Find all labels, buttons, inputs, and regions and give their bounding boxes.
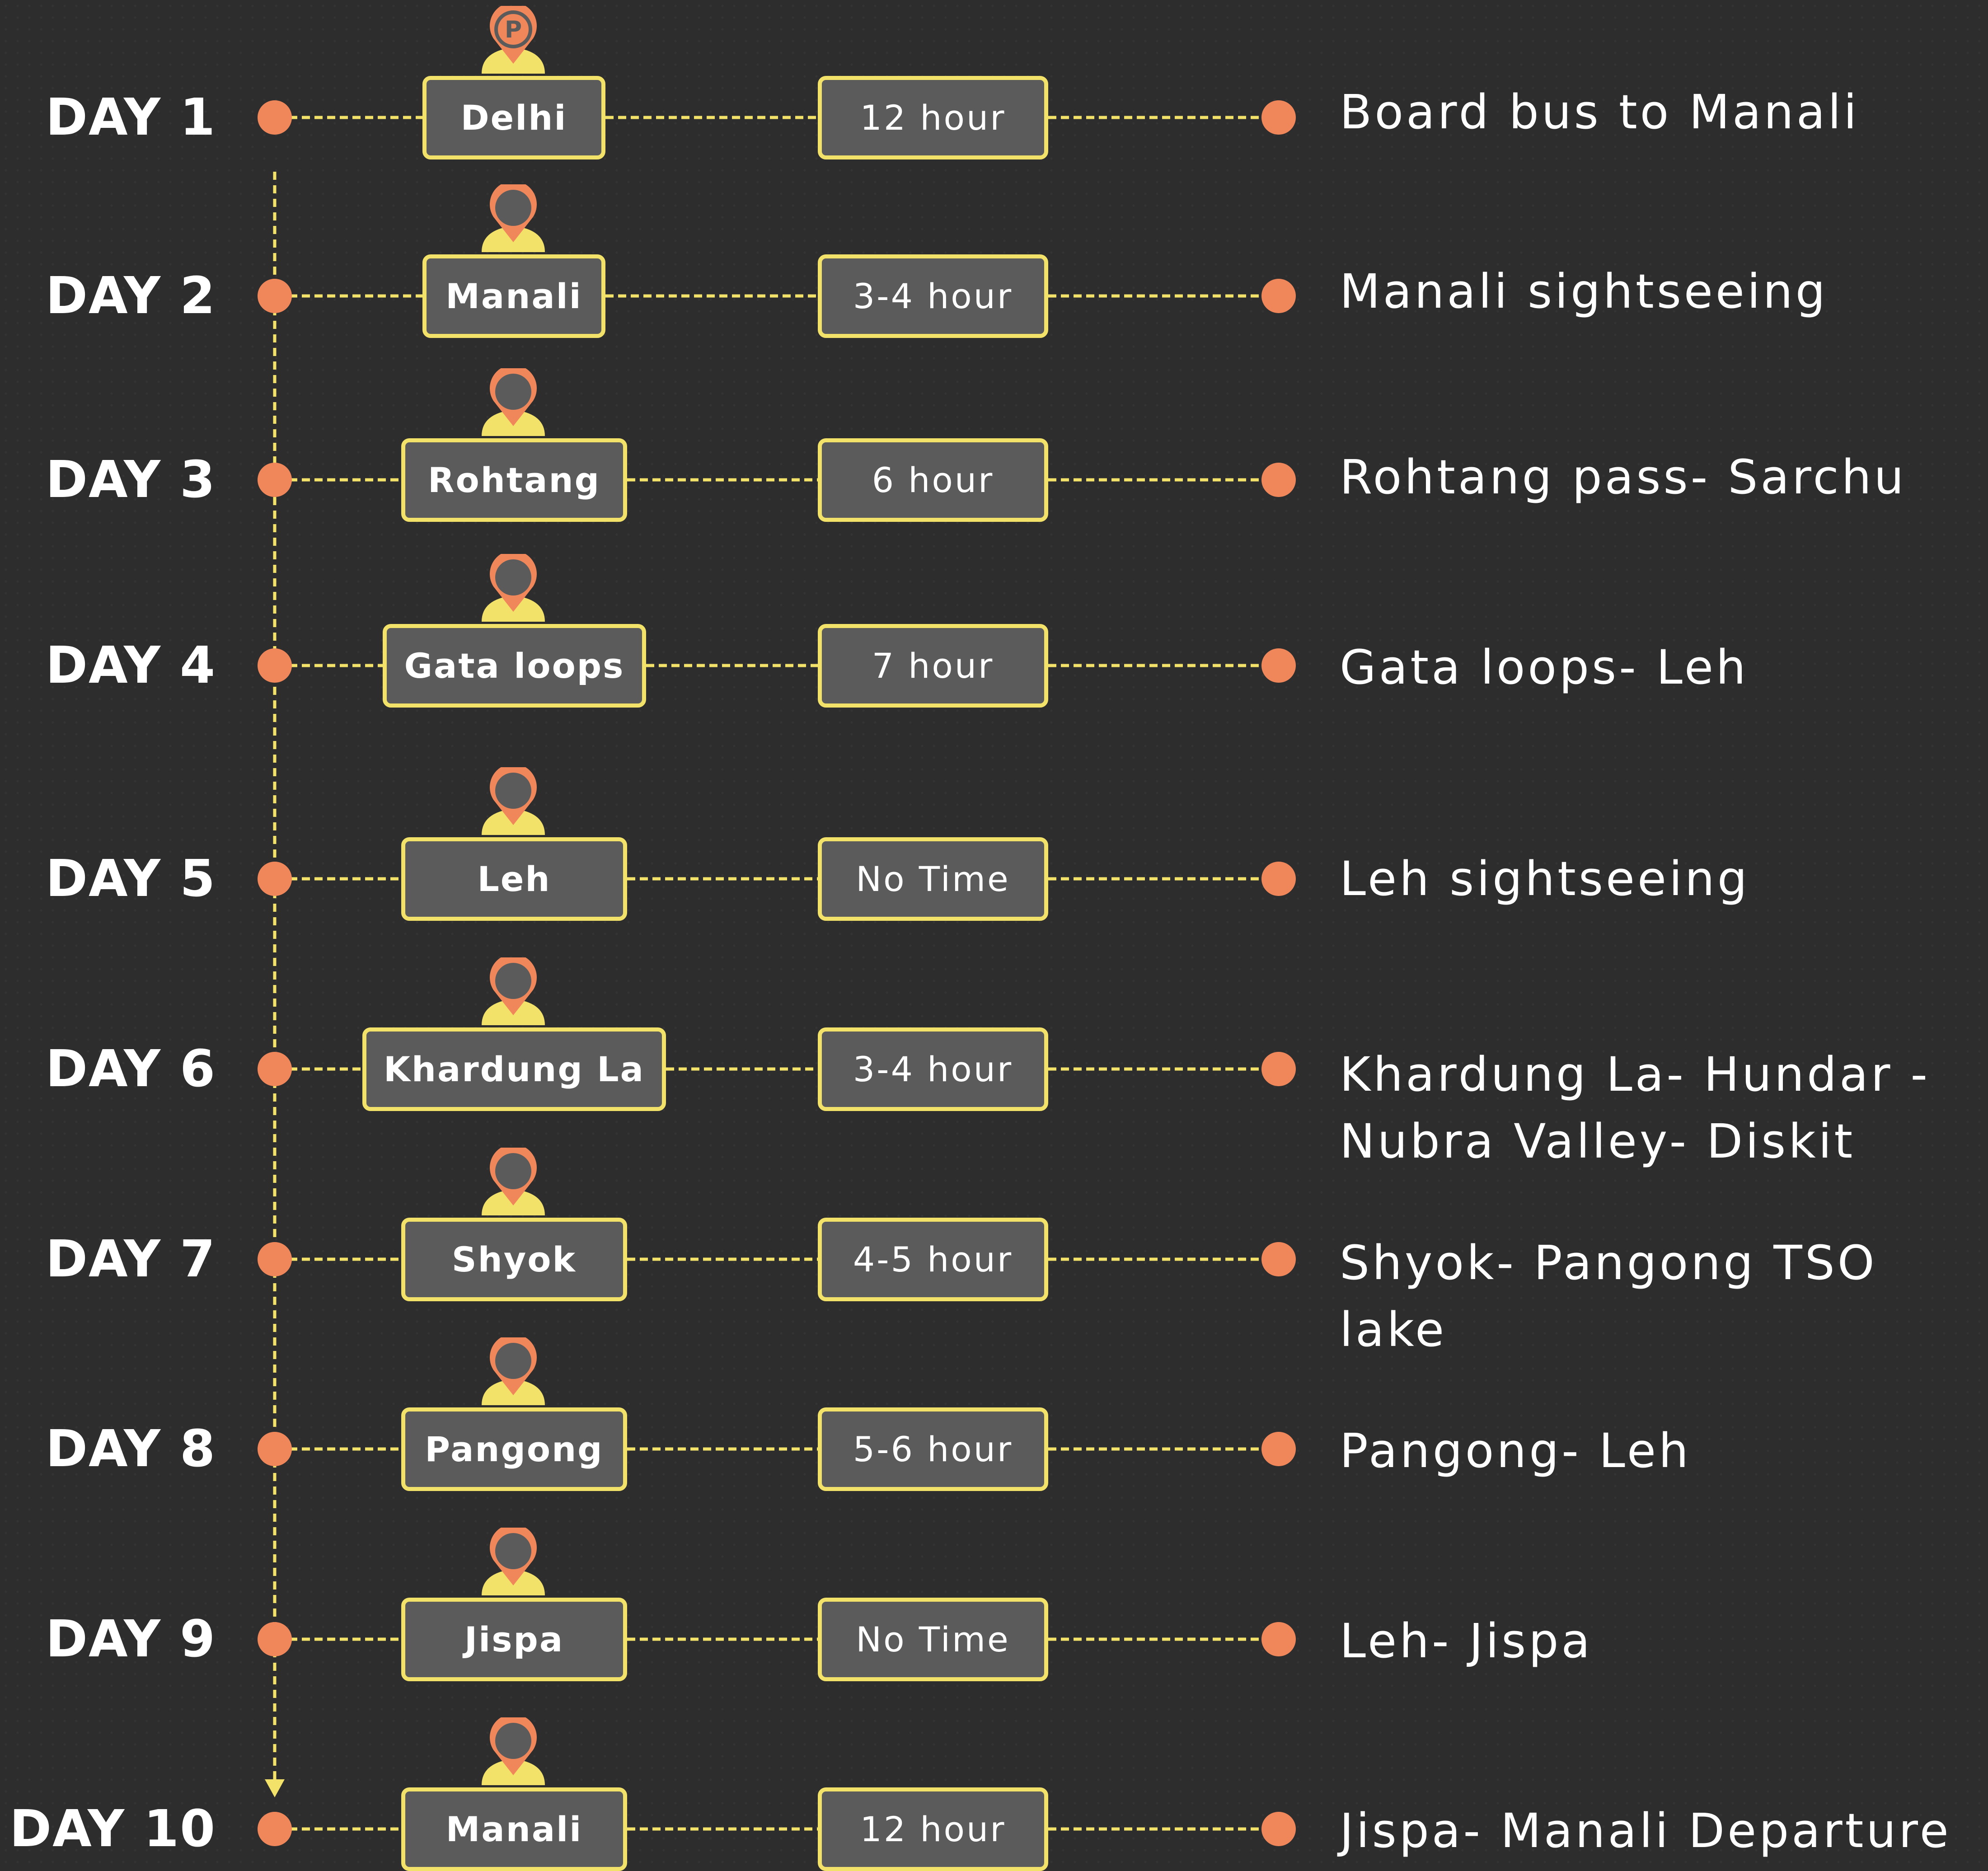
- location-box: [422, 76, 605, 159]
- day-description: Board bus to Manali: [1340, 84, 1860, 140]
- description-dot: [1261, 1812, 1296, 1846]
- duration-text: 6 hour: [872, 460, 994, 500]
- description-dot: [1261, 648, 1296, 683]
- timeline-dot: [258, 1052, 292, 1086]
- duration-box: [818, 438, 1048, 522]
- duration-text: No Time: [856, 1619, 1010, 1660]
- day-description: Rohtang pass- Sarchu: [1340, 450, 1907, 505]
- duration-box: [818, 624, 1048, 708]
- map-pin-icon: [479, 767, 548, 835]
- duration-box: [818, 1598, 1048, 1681]
- duration-text: 12 hour: [860, 98, 1006, 138]
- location-name: Shyok: [451, 1239, 577, 1280]
- location-box: [401, 1218, 627, 1301]
- day-label: DAY 3: [46, 450, 216, 509]
- timeline-dot: [258, 1622, 292, 1656]
- description-dot: [1261, 1242, 1296, 1276]
- day-description: Leh sightseeing: [1340, 851, 1750, 906]
- map-pin-icon: [479, 6, 548, 74]
- duration-box: [818, 1027, 1048, 1111]
- location-name: Manali: [445, 276, 582, 316]
- duration-box: [818, 76, 1048, 159]
- day-description: Leh- Jispa: [1340, 1613, 1593, 1669]
- location-name: Pangong: [425, 1429, 604, 1469]
- day-description: Shyok- Pangong TSO lake: [1340, 1235, 1877, 1357]
- day-description: Manali sightseeing: [1340, 264, 1828, 319]
- location-box: [401, 837, 627, 921]
- duration-box: [818, 837, 1048, 921]
- timeline-dot: [258, 648, 292, 683]
- timeline-dot: [258, 862, 292, 896]
- location-box: [401, 1407, 627, 1491]
- description-dot: [1261, 1622, 1296, 1656]
- location-name: Khardung La: [384, 1049, 645, 1089]
- location-name: Rohtang: [428, 460, 600, 500]
- day-label: DAY 6: [46, 1040, 216, 1098]
- pin-letter: P: [504, 16, 522, 43]
- day-label: DAY 8: [46, 1420, 216, 1478]
- map-pin-icon: [479, 1148, 548, 1215]
- duration-text: 12 hour: [860, 1809, 1006, 1849]
- duration-box: [818, 1407, 1048, 1491]
- duration-text: 5-6 hour: [853, 1429, 1013, 1469]
- duration-text: 3-4 hour: [853, 276, 1013, 316]
- location-box: [422, 254, 605, 338]
- timeline-dot: [258, 279, 292, 313]
- timeline-dot: [258, 100, 292, 135]
- duration-text: No Time: [856, 859, 1010, 899]
- map-pin-icon: [479, 1337, 548, 1405]
- location-box: [401, 1787, 627, 1871]
- location-box: [401, 438, 627, 522]
- timeline-arrow-head: [265, 1779, 285, 1797]
- location-name: Delhi: [460, 98, 567, 138]
- map-pin-icon: [479, 957, 548, 1025]
- description-dot: [1261, 100, 1296, 135]
- map-pin-icon: [479, 1717, 548, 1785]
- map-pin-icon: [479, 184, 548, 252]
- duration-box: [818, 1218, 1048, 1301]
- location-name: Manali: [445, 1809, 583, 1849]
- day-label: DAY 1: [46, 88, 216, 147]
- location-box: [362, 1027, 666, 1111]
- description-dot: [1261, 1432, 1296, 1466]
- day-label: DAY 9: [46, 1610, 216, 1669]
- location-name: Jispa: [464, 1619, 564, 1660]
- day-label: DAY 2: [46, 267, 216, 325]
- map-pin-icon: [479, 368, 548, 436]
- duration-text: 7 hour: [872, 646, 994, 686]
- timeline-dot: [258, 1242, 292, 1276]
- day-label: DAY 4: [46, 636, 216, 695]
- timeline-dot: [258, 463, 292, 497]
- location-box: [401, 1598, 627, 1681]
- day-label: DAY 10: [9, 1800, 216, 1858]
- timeline-dot: [258, 1812, 292, 1846]
- day-label: DAY 7: [46, 1230, 216, 1289]
- description-dot: [1261, 862, 1296, 896]
- day-description: Gata loops- Leh: [1340, 640, 1749, 695]
- duration-box: [818, 1787, 1048, 1871]
- map-pin-icon: [479, 1528, 548, 1595]
- location-name: Gata loops: [404, 646, 625, 686]
- description-dot: [1261, 463, 1296, 497]
- day-label: DAY 5: [46, 849, 216, 908]
- timeline-dot: [258, 1432, 292, 1466]
- day-description: Khardung La- Hundar - Nubra Valley- Diskit: [1340, 1047, 1931, 1169]
- duration-text: 4-5 hour: [853, 1239, 1013, 1280]
- description-dot: [1261, 1052, 1296, 1086]
- location-box: [383, 624, 646, 708]
- location-name: Leh: [477, 859, 551, 899]
- day-description: Pangong- Leh: [1340, 1423, 1691, 1478]
- day-description: Jispa- Manali Departure: [1340, 1803, 1951, 1858]
- duration-text: 3-4 hour: [853, 1049, 1013, 1089]
- map-pin-icon: [479, 554, 548, 622]
- description-dot: [1261, 279, 1296, 313]
- duration-box: [818, 254, 1048, 338]
